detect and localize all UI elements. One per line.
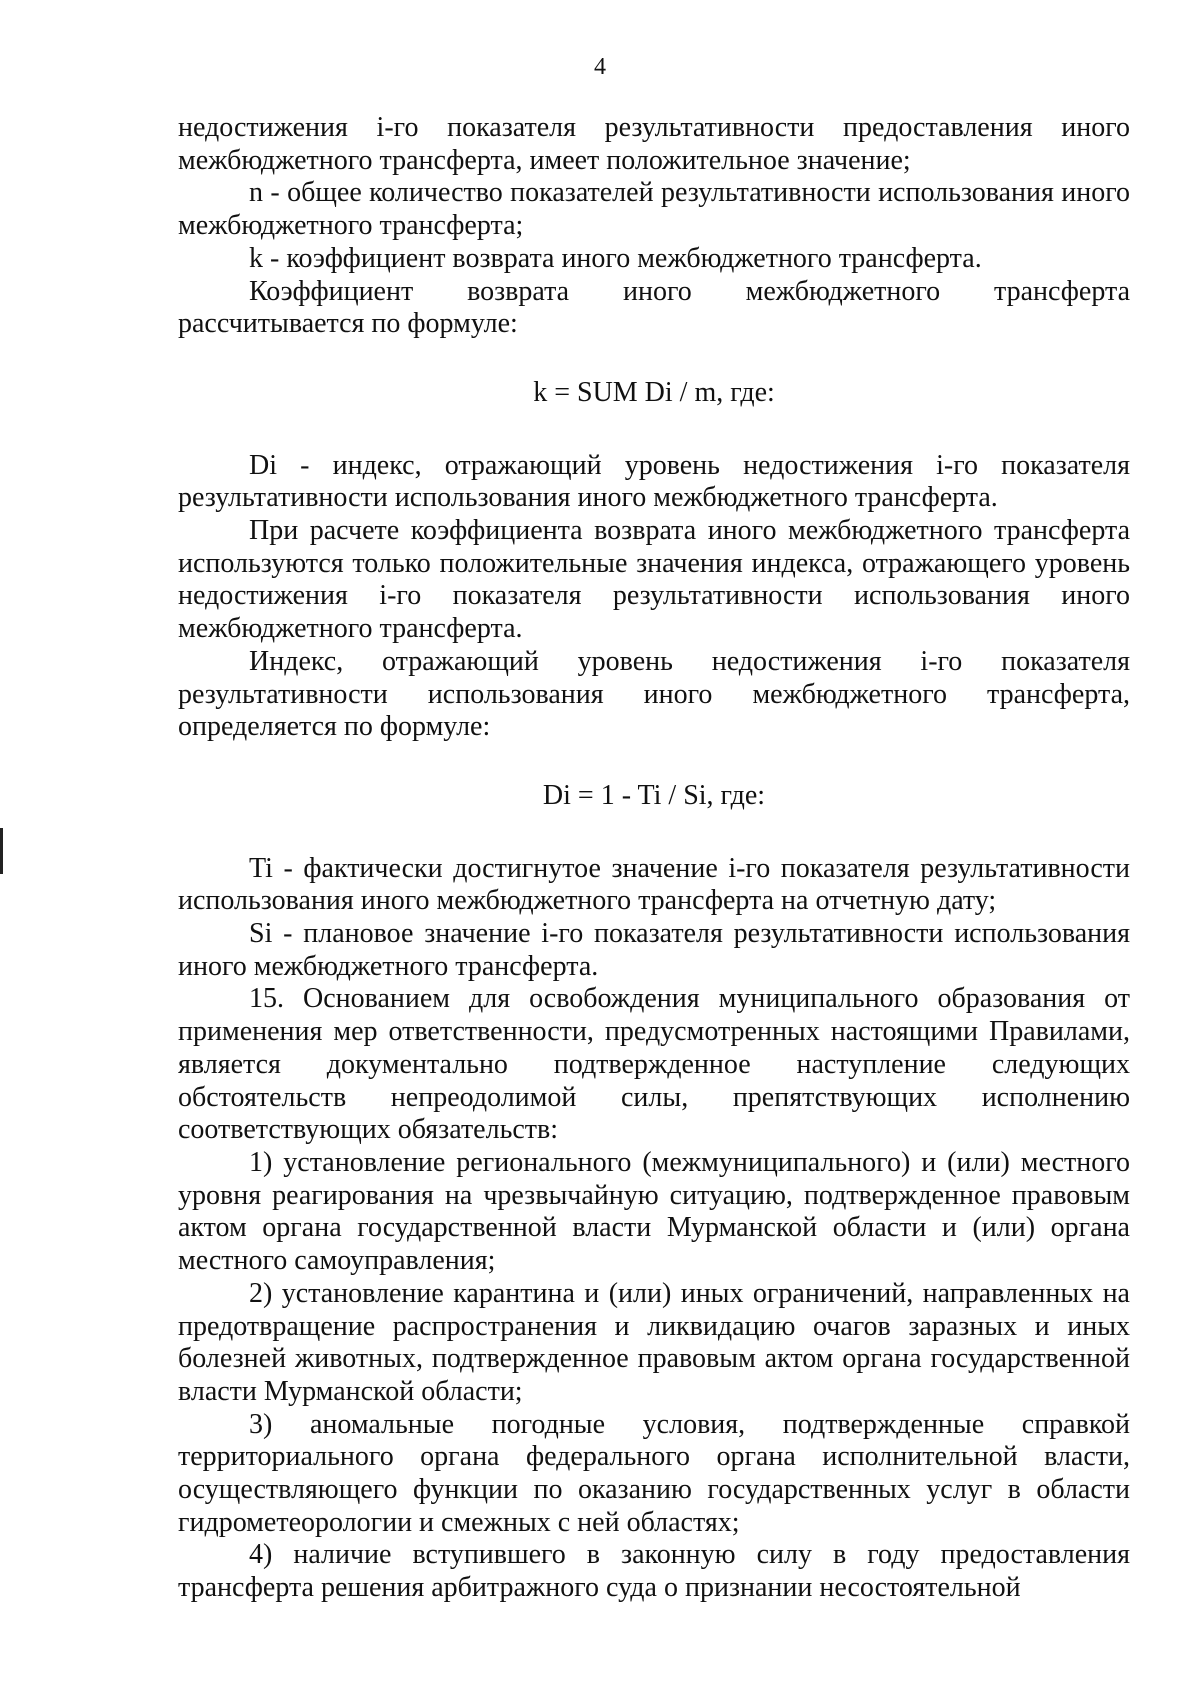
list-item-2: 2) установление карантина и (или) иных ограничений, направленных на предотвращение распространения и ликвидацию очагов заразных и иных болезней животных, подтвержденное правовым актом органа государственной власти Мурманской области; — [178, 1277, 1130, 1407]
paragraph-positive-values: При расчете коэффициента возврата иного межбюджетного трансферта используются только положительные значения индекса, отражающего уровень недостижения i-го показателя результативности использования иного межбюджетного трансферта. — [178, 515, 1130, 645]
list-item-1: 1) установление регионального (межмуниципального) и (или) местного уровня реагирования на чрезвычайную ситуацию, подтвержденное правовым актом органа государственной власти Мурманской области и (или) органа местного самоуправления; — [178, 1146, 1130, 1277]
page-number: 4 — [594, 54, 606, 80]
paragraph-definition-n: n - общее количество показателей результативности использования иного межбюджетного трансферта; — [178, 177, 1130, 242]
paragraph-definition-k: k - коэффициент возврата иного межбюджетного трансферта. — [249, 242, 982, 274]
paragraph-clause-15: 15. Основанием для освобождения муниципального образования от применения мер ответственности, предусмотренных настоящими Правилами, является документально подтвержденное наступление следующих обстоятельств непреодолимой силы, препятствующих исполнению соответствующих обязательств: — [178, 983, 1130, 1146]
paragraph-continuation: недостижения i-го показателя результативности предоставления иного межбюджетного трансферта, имеет положительное значение; — [178, 112, 1130, 176]
formula-di: Di = 1 - Ti / Si, где: — [542, 779, 766, 811]
document-body — [178, 112, 1130, 1605]
scan-edge-mark — [0, 828, 3, 874]
formula-k: k = SUM Di / m, где: — [533, 376, 775, 408]
paragraph-di-formula-intro: Индекс, отражающий уровень недостижения i-го показателя результативности использования иного межбюджетного трансферта, определяется по формуле: — [178, 645, 1130, 743]
paragraph-definition-si: Si - плановое значение i-го показателя результативности использования иного межбюджетного трансферта. — [178, 918, 1130, 982]
list-item-3: 3) аномальные погодные условия, подтвержденные справкой территориального органа федерального органа исполнительной власти, осуществляющего функции по оказанию государственных услуг в области гидрометеорологии и смежных с ней областях; — [178, 1408, 1130, 1538]
list-item-4: 4) наличие вступившего в законную силу в году предоставления трансферта решения арбитражного суда о признании несостоятельной — [178, 1539, 1130, 1604]
paragraph-k-formula-intro: Коэффициент возврата иного межбюджетного трансферта рассчитывается по формуле: — [178, 275, 1130, 340]
paragraph-definition-di: Di - индекс, отражающий уровень недостижения i-го показателя результативности использования иного межбюджетного трансферта. — [178, 449, 1130, 514]
paragraph-definition-ti: Ti - фактически достигнутое значение i-го показателя результативности использования иного межбюджетного трансферта на отчетную дату; — [178, 852, 1130, 917]
